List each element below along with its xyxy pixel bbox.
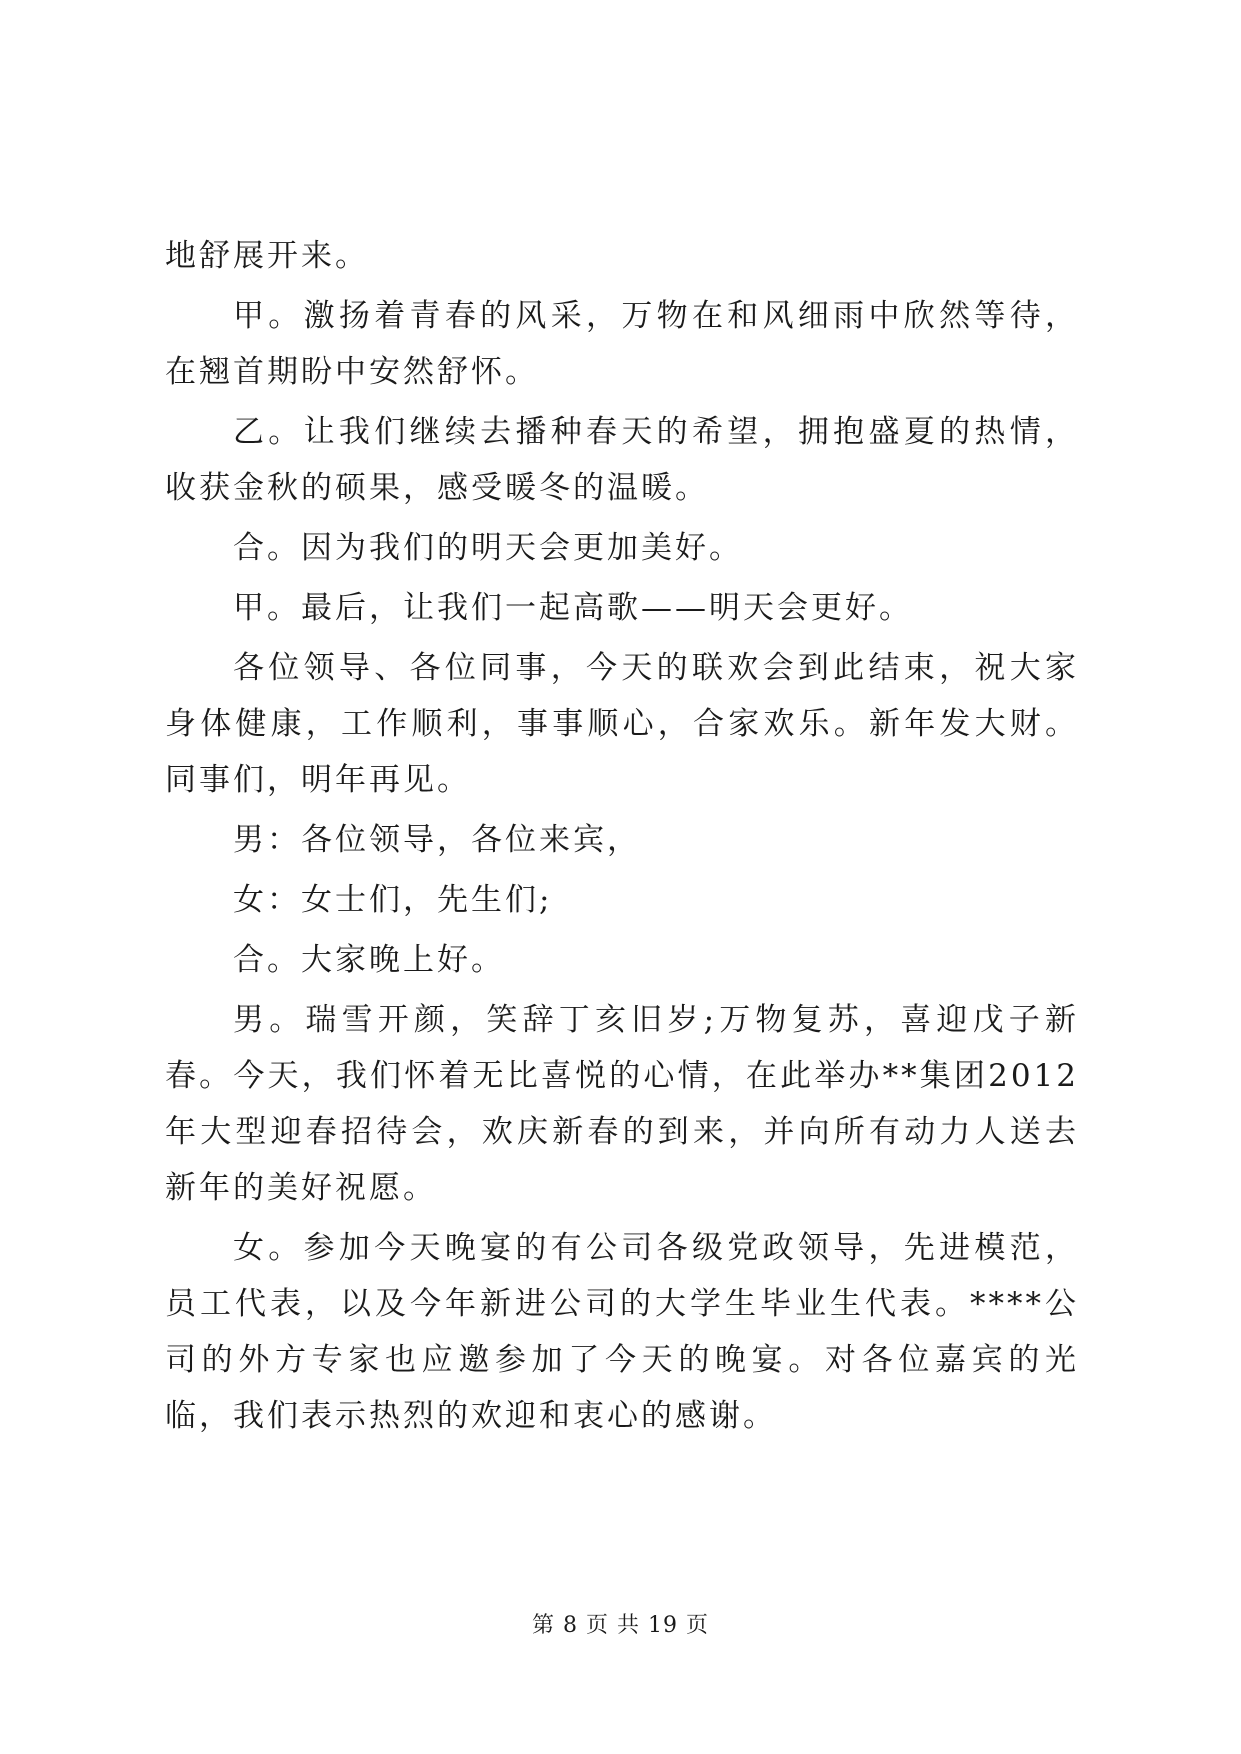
paragraph: 男。瑞雪开颜，笑辞丁亥旧岁;万物复苏，喜迎戊子新春。今天，我们怀着无比喜悦的心情，在此举办**集团2012年大型迎春招待会，欢庆新春的到来，并向所有动力人送去新年的美好祝愿。 — [165, 1002, 1079, 1206]
document-body — [165, 228, 1079, 1448]
paragraph: 男：各位领导，各位来宾， — [233, 822, 641, 858]
page-number-footer: 第 8 页 共 19 页 — [532, 1613, 709, 1638]
paragraph: 合。因为我们的明天会更加美好。 — [233, 530, 743, 566]
paragraph: 甲。激扬着青春的风采，万物在和风细雨中欣然等待，在翘首期盼中安然舒怀。 — [165, 298, 1079, 390]
paragraph: 合。大家晚上好。 — [233, 942, 505, 978]
paragraph: 地舒展开来。 — [165, 238, 369, 274]
paragraph: 甲。最后，让我们一起高歌——明天会更好。 — [233, 590, 913, 626]
paragraph: 女。参加今天晚宴的有公司各级党政领导，先进模范，员工代表，以及今年新进公司的大学生毕业生代表。****公司的外方专家也应邀参加了今天的晚宴。对各位嘉宾的光临，我们表示热烈的欢迎和衷心的感谢。 — [165, 1230, 1079, 1434]
paragraph: 女：女士们，先生们; — [233, 882, 553, 918]
paragraph: 乙。让我们继续去播种春天的希望，拥抱盛夏的热情，收获金秋的硕果，感受暖冬的温暖。 — [165, 414, 1079, 506]
paragraph: 各位领导、各位同事，今天的联欢会到此结束，祝大家身体健康，工作顺利，事事顺心，合家欢乐。新年发大财。同事们，明年再见。 — [165, 650, 1079, 798]
